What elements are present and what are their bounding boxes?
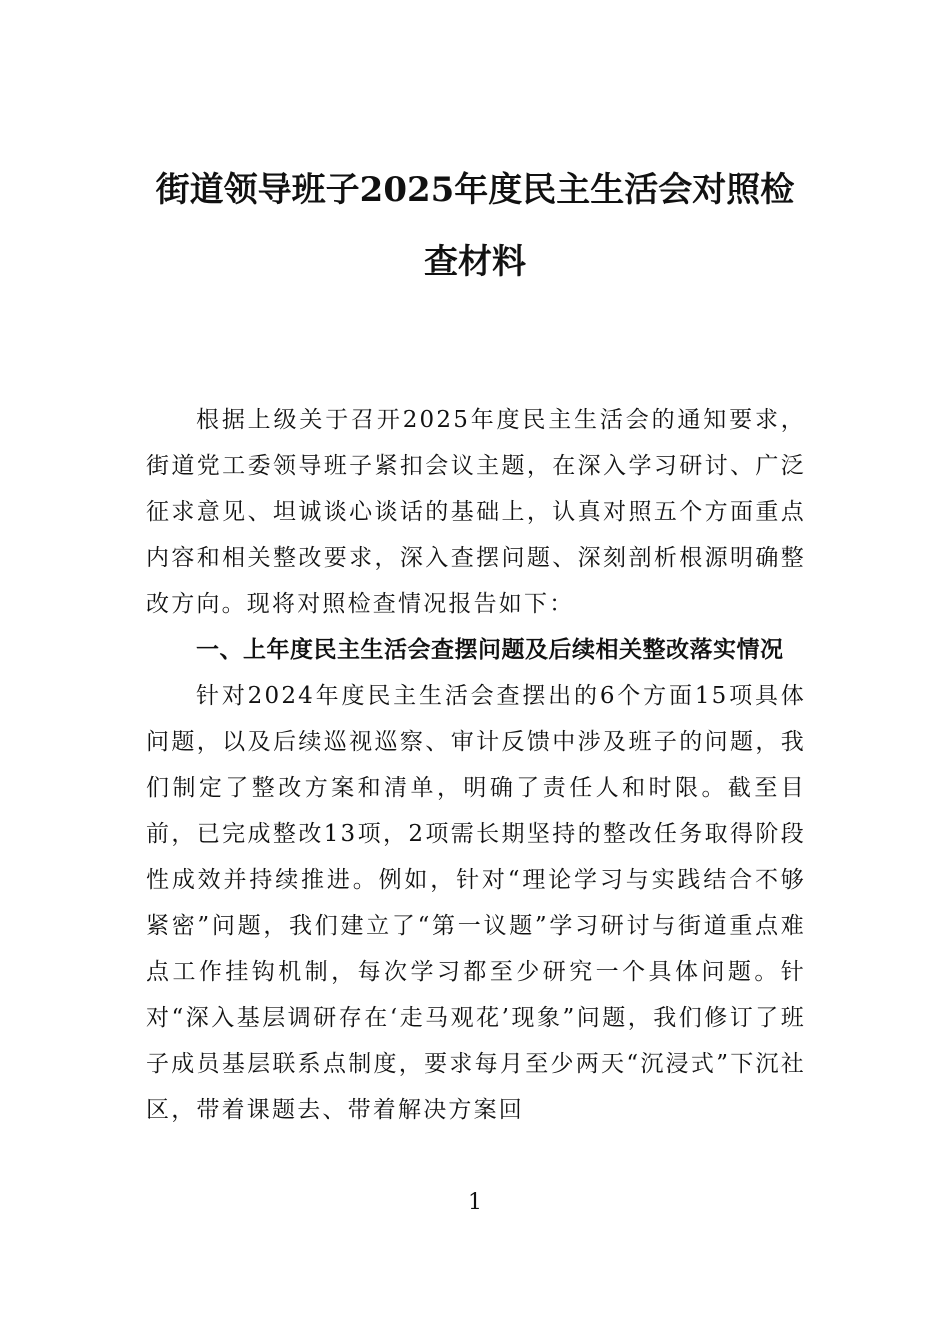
section-1-paragraph: 针对2024年度民主生活会查摆出的6个方面15项具体问题，以及后续巡视巡察、审计反馈中涉及班子的问题，我们制定了整改方案和清单，明确了责任人和时限。截至目前，已完成整改13项，2项需长期坚持的整改任务取得阶段性成效并持续推进。例如，针对“理论学习与实践结合不够紧密”问题，我们建立了“第一议题”学习研讨与街道重点难点工作挂钩机制，每次学习都至少研究一个具体问题。针对“深入基层调研存在‘走马观花’现象”问题，我们修订了班子成员基层联系点制度，要求每月至少两天“沉浸式”下沉社区，带着课题去、带着解决方案回 [146, 683, 806, 1123]
document-title-line-1: 街道领导班子2025年度民主生活会对照检 [155, 170, 795, 210]
page-number: 1 [468, 1190, 482, 1215]
intro-paragraph: 根据上级关于召开2025年度民主生活会的通知要求，街道党工委领导班子紧扣会议主题，在深入学习研讨、广泛征求意见、坦诚谈心谈话的基础上，认真对照五个方面重点内容和相关整改要求，深入查摆问题、深刻剖析根源明确整改方向。现将对照检查情况报告如下： [146, 407, 806, 617]
section-heading-1: 一、上年度民主生活会查摆问题及后续相关整改落实情况 [196, 636, 784, 663]
document-title-line-2: 查材料 [424, 242, 526, 282]
document-body [146, 397, 806, 1133]
